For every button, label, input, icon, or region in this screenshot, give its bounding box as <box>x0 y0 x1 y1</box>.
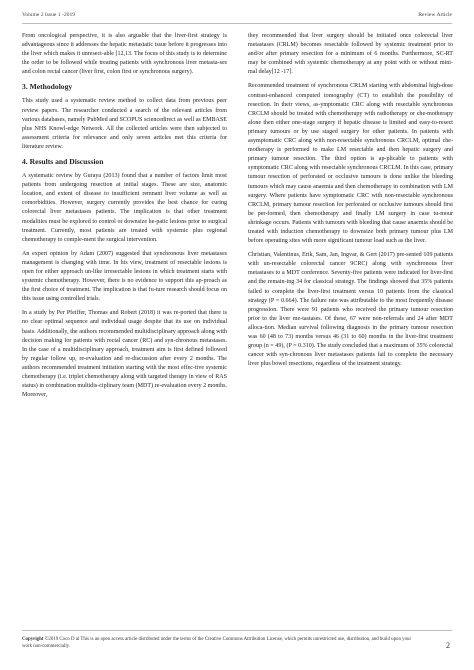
footer-divider <box>22 630 452 631</box>
body-paragraph: Recommended treatment of synchronous CRLM starting with abdominal high-dose contrast-enhanced computed tomography (CT) to establish the possibility of resection. In their views, as-ymptomatic CRC along with resectable synchronous CRCLM should be treated with chemotherapy with radiotherapy or che-motherapy alone then either one-stage surgery if hepatic disease is limited and easy-to-resect primary tumours or by use staged surgery for other patients. In patients with asymptomatic CRC along with non-resectable synchronous CRCLM, optimal che-motherapy is performed to make LM resectable and then hepatic surgery and primary tumour resection. The third option is ap-plicable to patients with symptomatic CRC along with resectable synchronous CRCLM. In this case, primary tumour resection of perforated or occlusive tumours is done unlike the bleeding tumours which may cause anaemia and then chemotherapy in combination with LM surgery. Where patients have symptomatic CRC with non-resectable synchronous CRCLM, primary tumour resection for perforated or occlusive tumours should first be per-formed, then chemotherapy and finally LM surgery in case tu-mour shrinkage occurs. Patients with tumours with bleeding that cause anaemia should be treated with induction chemotherapy to downsize both primary tumour plus LM before operating sites with more significant tumour load such as the liver. <box>248 83 453 245</box>
section-heading-results: 4. Results and Discussion <box>22 157 104 167</box>
running-header <box>22 12 452 18</box>
left-column <box>22 32 227 405</box>
body-paragraph: From oncological perspective, it is also arguable that the liver-first strategy is advantageous since it addresses the hepatic metastatic issue before it progresses into the liver which makes it unresect-able [12,13. The focus of this study is to determine the order to be followed while treating patients with synchronous liver metasta-ses and colon rectal cancer (liver first, colon first or synchronous surgery). <box>22 33 227 76</box>
header-divider <box>22 23 452 24</box>
copyright-footer <box>22 636 422 651</box>
article-type: Review Article <box>418 12 452 18</box>
copyright-text: ©2019 Coco D al This is an open access article distributed under the terms of the Creative Commons Attribution License, which permits unrestricted use, distribution, and build upon your work non-commercially. <box>22 637 412 650</box>
body-paragraph: This study used a systematic review method to collect data from previous peer review papers. The researcher conducted a search of the relevant articles from various databases, namely PubMed and SCOPUS sciencedirect as well as EMBASE plus NHS Knowl-edge Network. All the collected articles were then subjected to assessment criteria for relevance and only seven articles met this criteria for literature review. <box>22 98 227 150</box>
body-paragraph: In a study by Per Pfeiffer, Thomas and Robert (2018) it was re-ported that there is no clear optimal sequence and individual usage despite that its use on individual basis. Additionally, the authors recommended multidisciplinary approach along with decision making for patients with rectal cancer (RC) and syn-chronous metastases. In the case of a multidisciplinary approach, treatment aim is first defined followed by regular follow up, re-evaluation and re-discussion after every 2 months. The authors recommended treatment initiation starting with the most effec-tive systemic chemotherapy (i.e. triplet chemotherapy along with targeted therapy in view of RAS status) in combination multidis-ciplinary team (MDT) re-evaluation every 2 months. Moreover, <box>22 310 227 399</box>
copyright-label: Copyright <box>22 637 44 642</box>
journal-volume: Volume 2 Issue 1 -2019 <box>22 12 76 18</box>
body-paragraph: Christian, Valentinus, Erik, Sam, Jan, Ingvar, & Gert (2017) pre-sented 109 patients with un-resectable colorectal cancer 9CRC) along with synchronous liver metastases to a MDT conference. Seventy-five patients were indicated for liver-first and the remain-ing 34 for classical strategy. The findings showed that 35% patients failed to complete the liver-first treatment versus 10 patients from the classical strategy (P = 0.664). The failure rate was attributable to the most frequently disease progression. There were 91 patients who received the primary tumour resection prior to the liver me-tastases. Of these, 67 were non-referrals and 24 after MDT alloca-tion. Median survival following diagnosis in the primary tumour resection was 60 (48 to 73) months versus 46 (31 to 60) months in the liver-first treatment group (n = 49), (P = 0.310). The study concluded that a maximum of 35% colorectal cancer with syn-chronous liver metastases patients fail to complete the necessary liver plus bowel resections, regardless of the treatment strategy. <box>248 252 453 368</box>
body-paragraph: A systematic review by Guraya (2013) found that a number of factors limit most patients from undergoing resection at initial stages. These are size, anatomic location, and extent of disease to insufficient remnant liver volume as well as comorbidities. However, surgery currently provides the best chance for curing colorectal liver metastases patients. The implication is that other treatment modalities must be explored to control or downsize he-patic lesions prior to surgical treatment. Currently, most patients are treated with systemic plus regional chemotherapy to comple-ment the surgical intervention. <box>22 173 227 243</box>
right-column <box>248 32 453 374</box>
body-paragraph: they recommended that liver surgery should be initiated once colorectal liver metastases (CRLM) becomes resectable followed by systemic treatment prior to and/or after primary resection for a minimum of 6 months. Furthermore, SC-RT may be combined with systemic chemotherapy at any point with or without mini-mal delay[12 -17]. <box>248 33 453 76</box>
body-paragraph: An expert opinion by Adam (2007) suggested that synchronous liver metastases management is changing with time. In his view, treatment of resectable lesions is open for either approach un-like irresectable lesions in which treatment starts with systemic chemotherapy. However, there is no evidence to support this ap-proach as the first choice of treatment. The implication is that fu-ture research should focus on this issue using controlled trials. <box>22 250 227 303</box>
section-heading-methodology: 3. Methodology <box>22 82 73 92</box>
page-number: 2 <box>446 641 450 650</box>
